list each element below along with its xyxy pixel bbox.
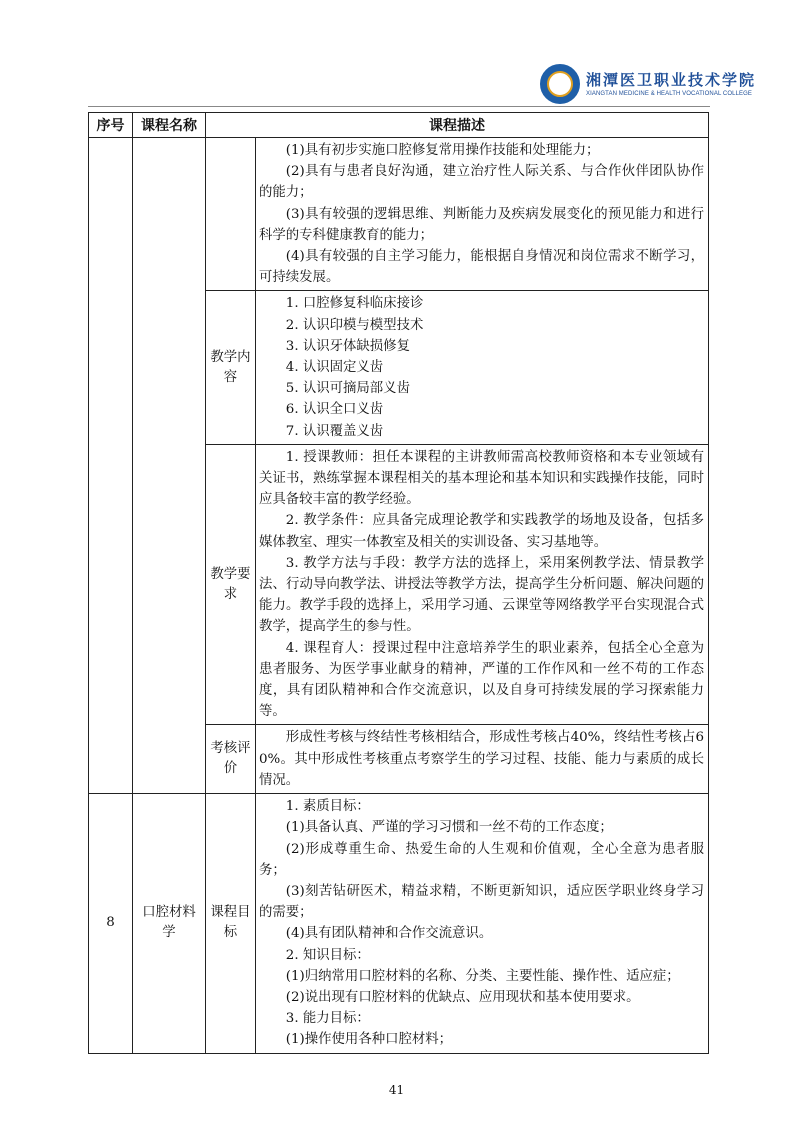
description-line: (4)具有较强的自主学习能力，能根据自身情况和岗位需求不断学习，可持续发展。 [259,249,704,286]
description-line: 3. 教学方法与手段：教学方法的选择上，采用案例教学法、情景教学法、行动导向教学法、讲授法等教学方法，提高学生分析问题、解决问题的能力。教学手段的选择上，采用学习通、云课堂等网络教学平台实现混合式教学，提高学生的参与性。 [259,555,704,635]
teaching-requirements [256,444,709,725]
teaching-content [256,291,709,444]
description-line: 7. 认识覆盖义齿 [285,423,384,439]
course-number: 8 [89,794,133,1053]
header-course-name: 课程名称 [133,113,206,138]
college-logo [540,64,756,104]
description-line: 1. 授课教师：担任本课程的主讲教师需高校教师资格和本专业领域有关证书，熟练掌握本课程相关的基本理论和基本知识和实践操作技能，同时应具备较丰富的教学经验。 [259,449,704,508]
header-no: 序号 [89,113,133,138]
description-line: 3. 认识牙体缺损修复 [285,338,410,354]
logo-chinese-name: 湘潭医卫职业技术学院 [586,70,757,89]
table-row [89,138,709,291]
description-line: 2. 知识目标： [285,947,370,963]
description-line: (1)具有初步实施口腔修复常用操作技能和处理能力； [285,143,600,158]
description-line: 3. 能力目标： [285,1011,370,1027]
description-line: (1)归纳常用口腔材料的名称、分类、主要性能、操作性、适应症； [285,968,680,984]
description-line: 4. 课程育人：授课过程中注意培养学生的职业素养，包括全心全意为患者服务、为医学事业献身的精神，严谨的工作作风和一丝不苟的工作态度，具有团队精神和合作交流意识，以及自身可持续发展的学习探索能力等。 [259,640,704,720]
table-header-row [89,113,709,138]
description-line: (3)具有较强的逻辑思维、判断能力及疾病发展变化的预见能力和进行科学的专科健康教育的能力； [259,206,704,243]
college-seal-icon [540,64,580,104]
description-line: (1)操作使用各种口腔材料； [285,1032,453,1048]
content-label: 教学内容 [206,291,256,444]
course-table [88,112,709,1054]
description-line: (2)具有与患者良好沟通，建立治疗性人际关系、与合作伙伴团队协作的能力； [259,164,704,201]
description-line: (2)形成尊重生命、热爱生命的人生观和价值观，全心全意为患者服务； [259,841,704,878]
description-line: (2)说出现有口腔材料的优缺点、应用现状和基本使用要求。 [285,989,640,1005]
description-line: 5. 认识可摘局部义齿 [285,381,410,397]
description-line: (3)刻苦钻研医术，精益求精，不断更新知识，适应医学职业终身学习的需要； [259,883,704,921]
table-row [89,794,709,1053]
course-goals [256,794,709,1053]
header-description: 课程描述 [206,113,709,138]
logo-english-name: XIANGTAN MEDICINE & HEALTH VOCATIONAL COLLEGE [586,90,752,97]
description-line: 1. 素质目标： [285,799,370,815]
course-name: 口腔材料学 [133,794,206,1053]
requirements-label: 教学要求 [206,444,256,725]
page-number: 41 [388,1082,405,1097]
evaluation-label: 考核评价 [206,725,256,794]
description-line: 2. 教学条件：应具备完成理论教学和实践教学的场地及设备，包括多媒体教室、理实一体教室及相关的实训设备、实习基地等。 [259,513,704,550]
description-line: (1)具备认真、严谨的学习习惯和一丝不苟的工作态度； [285,820,613,836]
description-line: 2. 认识印模与模型技术 [285,317,424,333]
description-line: 6. 认识全口义齿 [285,402,384,418]
description-line: 4. 认识固定义齿 [285,360,384,376]
description-line: 1. 口腔修复科临床接诊 [285,296,424,312]
goal-label: 课程目标 [206,794,256,1053]
description-line: (4)具有团队精神和合作交流意识。 [285,926,493,942]
prev-course-goals [256,138,709,291]
evaluation-text: 形成性考核与终结性考核相结合，形成性考核占40%，终结性考核占60%。其中形成性考核重点考察学生的学习过程、技能、能力与素质的成长情况。 [259,730,704,788]
header-rule [88,106,710,107]
